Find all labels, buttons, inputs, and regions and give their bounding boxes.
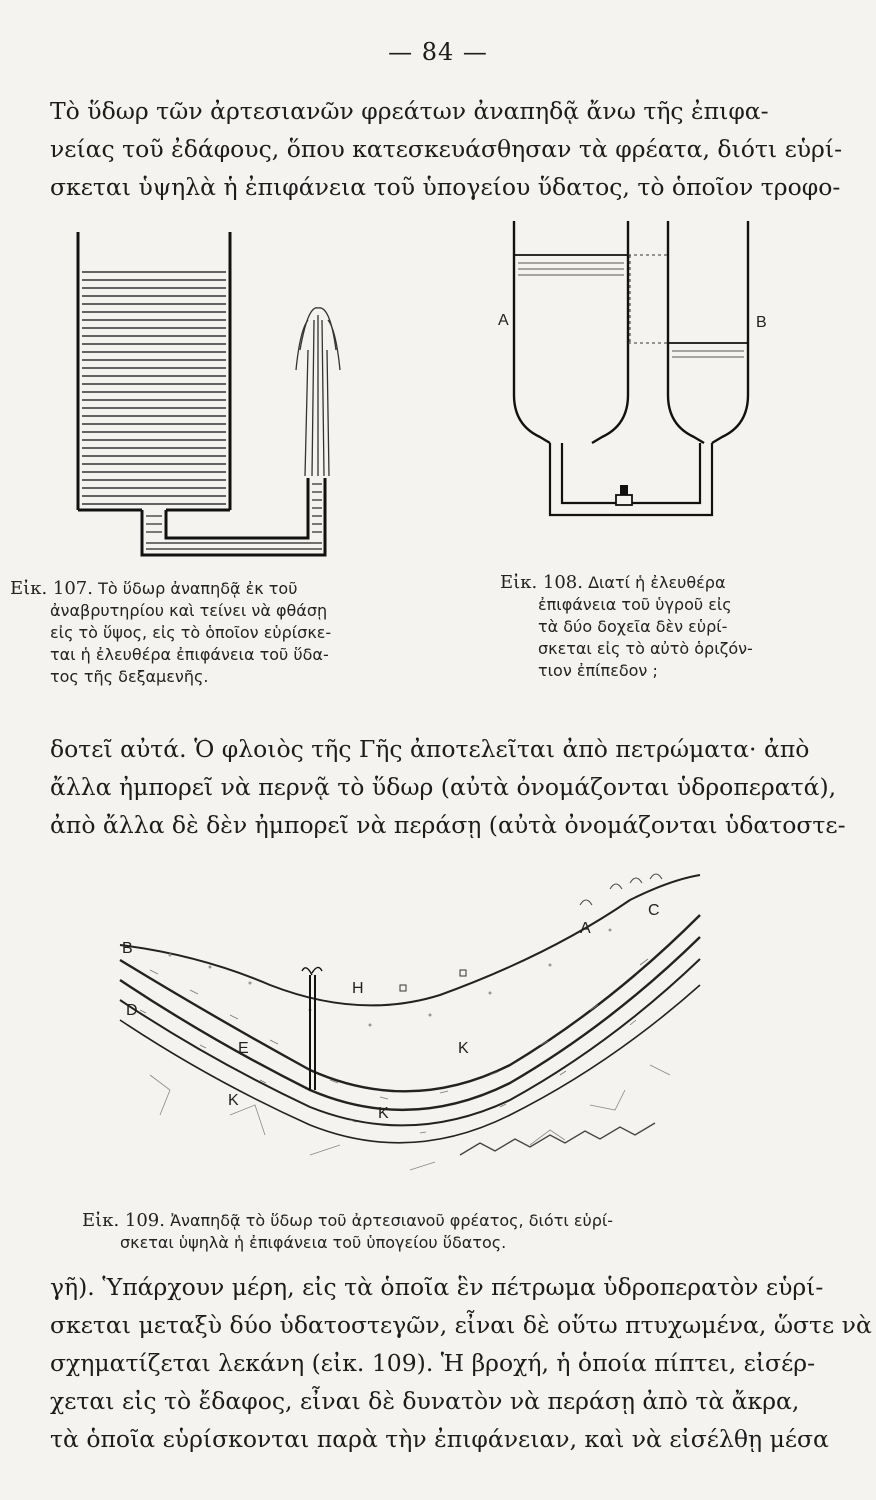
caption-line: τὰ δύο δοχεῖα δὲν εὑρί-: [538, 617, 728, 636]
layer-label: E: [238, 1040, 249, 1057]
vessel-a-label: A: [498, 312, 509, 329]
figure-label: Εἰκ. 107.: [10, 578, 93, 599]
text-line: νείας τοῦ ἐδάφους, ὅπου κατεσκευάσθησαν τὰ φρέατα, διότι εὑρί-: [50, 135, 843, 163]
paragraph-bottom: [50, 1268, 872, 1458]
text-line: ἀπὸ ἄλλα δὲ δὲν ἠμπορεῖ νὰ περάσῃ (αὐτὰ ὀνομάζονται ὑδατοστε-: [50, 811, 846, 839]
text-line: σχηματίζεται λεκάνη (εἰκ. 109). Ἡ βροχή, ἡ ὁποία πίπτει, εἰσέρ-: [50, 1349, 816, 1377]
tap-icon: [616, 495, 632, 505]
text-line: τὰ ὁποῖα εὑρίσκονται παρὰ τὴν ἐπιφάνειαν, καὶ νὰ εἰσέλθῃ μέσα: [50, 1425, 829, 1453]
figure-label: Εἰκ. 109.: [82, 1210, 165, 1231]
layer-label: C: [648, 902, 660, 919]
figure-109-artesian-basin: [110, 875, 710, 1185]
text-line: γῆ). Ὑπάρχουν μέρη, εἰς τὰ ὁποῖα ἓν πέτρωμα ὑδροπερατὸν εὑρί-: [50, 1273, 824, 1301]
caption-line: ἀναβρυτηρίου καὶ τείνει νὰ φθάσῃ: [50, 601, 328, 620]
caption-line: τιον ἐπίπεδον ;: [538, 661, 658, 680]
layer-label: D: [126, 1002, 138, 1019]
caption-line: Ἀναπηδᾷ τὸ ὕδωρ τοῦ ἀρτεσιανοῦ φρέατος, διότι εὑρί-: [170, 1211, 614, 1230]
paragraph-top: [50, 92, 843, 206]
text-line: σκεται μεταξὺ δύο ὑδατοστεγῶν, εἶναι δὲ οὕτω πτυχωμένα, ὥστε νὰ: [50, 1311, 872, 1339]
caption-figure-107: [10, 578, 450, 688]
caption-line: σκεται ὑψηλὰ ἡ ἐπιφάνεια τοῦ ὑπογείου ὕδατος.: [120, 1233, 507, 1252]
caption-line: ται ἡ ἐλευθέρα ἐπιφάνεια τοῦ ὕδα-: [50, 645, 329, 664]
paragraph-middle: [50, 730, 846, 844]
fountain-jet: [296, 308, 340, 476]
text-line: δοτεῖ αὐτά. Ὁ φλοιὸς τῆς Γῆς ἀποτελεῖται ἀπὸ πετρώματα· ἀπὸ: [50, 735, 810, 763]
layer-label: H: [352, 980, 364, 997]
caption-line: ἐπιφάνεια τοῦ ὑγροῦ εἰς: [538, 595, 732, 614]
text-line: Τὸ ὕδωρ τῶν ἀρτεσιανῶν φρεάτων ἀναπηδᾷ ἄνω τῆς ἐπιφα-: [50, 97, 769, 125]
caption-figure-109: [82, 1210, 802, 1254]
layer-label: B: [122, 940, 133, 957]
figure-108-vessels-diagram: [500, 215, 800, 535]
figure-107-fountain-diagram: [50, 220, 350, 580]
layer-label: K: [378, 1105, 389, 1122]
layer-label: A: [580, 920, 591, 937]
figure-label: Εἰκ. 108.: [500, 572, 583, 593]
caption-line: Τὸ ὕδωρ ἀναπηδᾷ ἐκ τοῦ: [98, 579, 298, 598]
text-line: χεται εἰς τὸ ἔδαφος, εἶναι δὲ δυνατὸν νὰ περάσῃ ἀπὸ τὰ ἄκρα,: [50, 1387, 800, 1415]
text-line: σκεται ὑψηλὰ ἡ ἐπιφάνεια τοῦ ὑπογείου ὕδατος, τὸ ὁποῖον τροφο-: [50, 173, 841, 201]
layer-label: K: [458, 1040, 469, 1057]
caption-line: τος τῆς δεξαμενῆς.: [50, 667, 209, 686]
caption-line: εἰς τὸ ὕψος, εἰς τὸ ὁποῖον εὑρίσκε-: [50, 623, 332, 642]
page-number: — 84 —: [388, 38, 488, 66]
vessel-b-label: B: [756, 314, 767, 331]
layer-label: K: [228, 1092, 239, 1109]
text-line: ἄλλα ἠμπορεῖ νὰ περνᾷ τὸ ὕδωρ (αὐτὰ ὀνομάζονται ὑδροπερατά),: [50, 773, 837, 801]
tank-water: [82, 272, 226, 504]
caption-figure-108: [500, 572, 830, 682]
caption-line: Διατί ἡ ἐλευθέρα: [588, 573, 726, 592]
caption-line: σκεται εἰς τὸ αὐτὸ ὁριζόν-: [538, 639, 753, 658]
